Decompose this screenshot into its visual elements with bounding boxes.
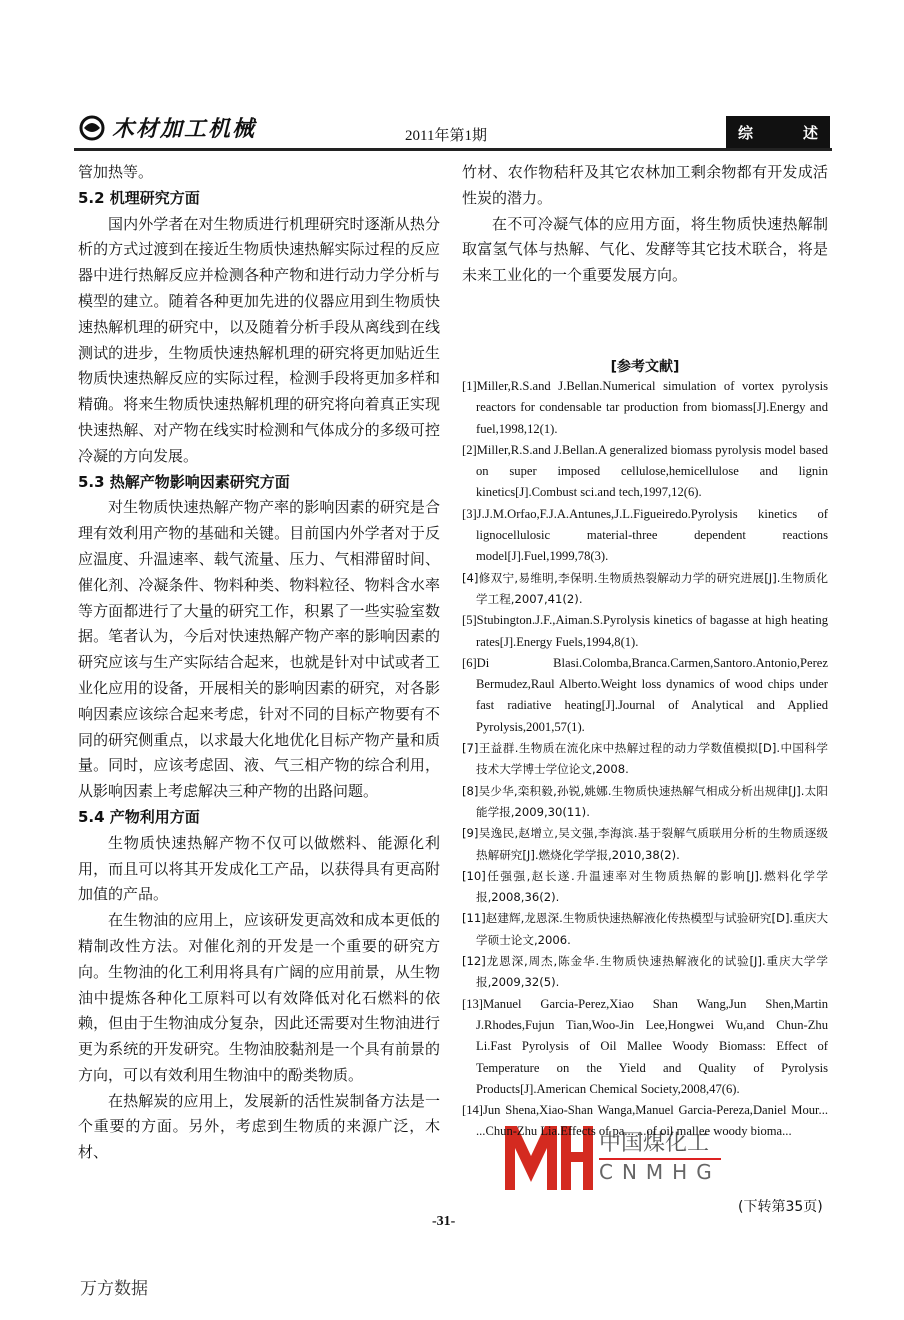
source-watermark: 万方数据	[80, 1279, 148, 1299]
reference-item: [3]J.J.M.Orfao,F.J.A.Antunes,J.L.Figueiredo.Pyrolysis kinetics of lignocellulosic material-three dependent reactions model[J].Fuel,1999,78(3).	[462, 506, 828, 564]
reference-item: [12]龙恩深,周杰,陈金华.生物质快速热解液化的试验[J].重庆大学学报,2009,32(5).	[462, 954, 828, 990]
left-column	[78, 160, 440, 1166]
section-label-char-2: 述	[802, 123, 818, 142]
reference-item: [9]吴逸民,赵增立,吴文强,李海滨.基于裂解气质联用分析的生物质逐级热解研究[J].燃烧化学学报,2010,38(2).	[462, 826, 828, 862]
reference-item: [11]赵建辉,龙恩深.生物质快速热解液化传热模型与试验研究[D].重庆大学硕士论文,2006.	[462, 911, 828, 947]
journal-logo	[78, 112, 256, 143]
section-label	[726, 116, 830, 148]
paragraph: 在热解炭的应用上，发展新的活性炭制备方法是一个重要的方面。另外，考虑到生物质的来源广泛，木材、	[78, 1091, 440, 1162]
paragraph: 国内外学者在对生物质进行机理研究时逐渐从热分析的方式过渡到在接近生物质快速热解实际过程的反应器中进行热解反应并检测各种产物和进行动力学分析与模型的建立。随着各种更加先进的仪器应用到生物质快速热解机理的研究中，以及随着分析手段从离线到在线测试的进步，生物质快速热解机理的研究将更加贴近生物质快速热解反应的实际过程，检测手段将更加多样和精确。将来生物质快速热解机理的研究将向着真正实现快速热解、对产物在线实时检测和气体成分的多级可控冷凝的方向发展。	[78, 214, 440, 465]
journal-emblem-icon	[78, 114, 106, 142]
section-heading-5-4: 5.4 产物利用方面	[78, 807, 200, 826]
reference-item: [8]吴少华,栾积毅,孙锐,姚娜.生物质快速热解气相成分析出规律[J].太阳能学报,2009,30(11).	[462, 783, 828, 819]
reference-item: [5]Stubington.J.F.,Aiman.S.Pyrolysis kinetics of bagasse at high heating rates[J].Energy Fuels,1994,8(1).	[462, 613, 828, 649]
reference-list	[462, 376, 828, 1143]
section-heading-5-2: 5.2 机理研究方面	[78, 188, 200, 207]
page-number: -31-	[432, 1214, 456, 1229]
right-column	[462, 160, 828, 289]
reference-item: [14]Jun Shena,Xiao-Shan Wanga,Manuel Garcia-Pereza,Daniel Mour... ...Chun-Zhu Lia.Effects of pa... ...of oil mallee woody bioma...	[462, 1103, 828, 1139]
references-title: [参考文献]	[610, 359, 680, 375]
journal-name: 木材加工机械	[112, 116, 257, 142]
header-divider	[74, 148, 832, 151]
reference-item: [1]Miller,R.S.and J.Bellan.Numerical simulation of vortex pyrolysis reactors for condensable tar production from biomass[J].Energy and fuel,1998,12(1).	[462, 379, 828, 436]
paragraph: 在生物油的应用上，应该研发更高效和成本更低的精制改性方法。对催化剂的开发是一个重要的研究方向。生物油的化工利用将具有广阔的应用前景，从生物油中提炼各种化工原料可以有效降低对化石燃料的依赖，但由于生物油成分复杂，因此还需要对生物油进行更为系统的开发研究。生物油胶黏剂是一个具有前景的方向，可以有效利用生物油中的酚类物质。	[78, 911, 440, 1084]
paragraph: 生物质快速热解产物不仅可以做燃料、能源化利用，而且可以将其开发成化工产品，以获得具有更高附加值的产品。	[78, 833, 440, 904]
continued-note: (下转第35页)	[738, 1199, 823, 1215]
issue-label: 2011年第1期	[405, 128, 487, 144]
reference-item: [13]Manuel Garcia-Perez,Xiao Shan Wang,Jun Shen,Martin J.Rhodes,Fujun Tian,Woo-Jin Lee,Hongwei Wu,and Chun-Zhu Li.Fast Pyrolysis of Oil Mallee Woody Biomass: Effect of Temperature on the Yield and Quality of Pyrolysis Products[J].American Chemical Society,2008,47(6).	[462, 996, 828, 1096]
paragraph: 对生物质快速热解产物产率的影响因素的研究是合理有效利用产物的基础和关键。目前国内外学者对于反应温度、升温速率、载气流量、压力、气相滞留时间、催化剂、冷凝条件、物料种类、物料粒径、物料含水率等方面都进行了大量的研究工作，积累了一些实验室数据。笔者认为，今后对快速热解产物产率的影响因素的研究应该与生产实际结合起来，也就是针对中试或者工业化应用的设备，开展相关的影响因素的研究，对各影响因素应该综合起来考虑，针对不同的目标产物要有不同的研究侧重点，以求最大化地优化目标产物产量和质量。同时，应该考虑固、液、气三相产物的综合利用，从影响因素上考虑解决三种产物的出路问题。	[78, 498, 440, 801]
watermark-cn-text: 中国煤化工	[599, 1126, 721, 1160]
reference-item: [2]Miller,R.S.and J.Bellan.A generalized biomass pyrolysis model based on super imposed cellulose,hemicellulose and lignin kinetics[J].Combust sci.and tech,1997,12(6).	[462, 442, 828, 500]
reference-item: [6]Di Blasi.Colomba,Branca.Carmen,Santoro.Antonio,Perez Bermudez,Raul Alberto.Weight loss dynamics of wood chips under fast radiative heating[J].Journal of Analytical and Applied Pyrolysis,2001,57(1).	[462, 655, 828, 734]
section-heading-5-3: 5.3 热解产物影响因素研究方面	[78, 472, 290, 491]
reference-item: [4]修双宁,易维明,李保明.生物质热裂解动力学的研究进展[J].生物质化学工程,2007,41(2).	[462, 570, 828, 606]
watermark-en-text: CNMHG	[599, 1160, 721, 1184]
paragraph: 在不可冷凝气体的应用方面，将生物质快速热解制取富氢气体与热解、气化、发酵等其它技术联合，将是未来工业化的一个重要发展方向。	[462, 214, 828, 285]
paragraph: 竹材、农作物秸秆及其它农林加工剩余物都有开发成活性炭的潜力。	[462, 163, 828, 207]
reference-item: [7]王益群.生物质在流化床中热解过程的动力学数值模拟[D].中国科学技术大学博士学位论文,2008.	[462, 741, 828, 777]
section-label-char-1: 综	[738, 123, 754, 142]
reference-item: [10]任强强,赵长遂.升温速率对生物质热解的影响[J].燃料化学学报,2008,36(2).	[462, 868, 828, 905]
paragraph: 管加热等。	[78, 163, 154, 181]
